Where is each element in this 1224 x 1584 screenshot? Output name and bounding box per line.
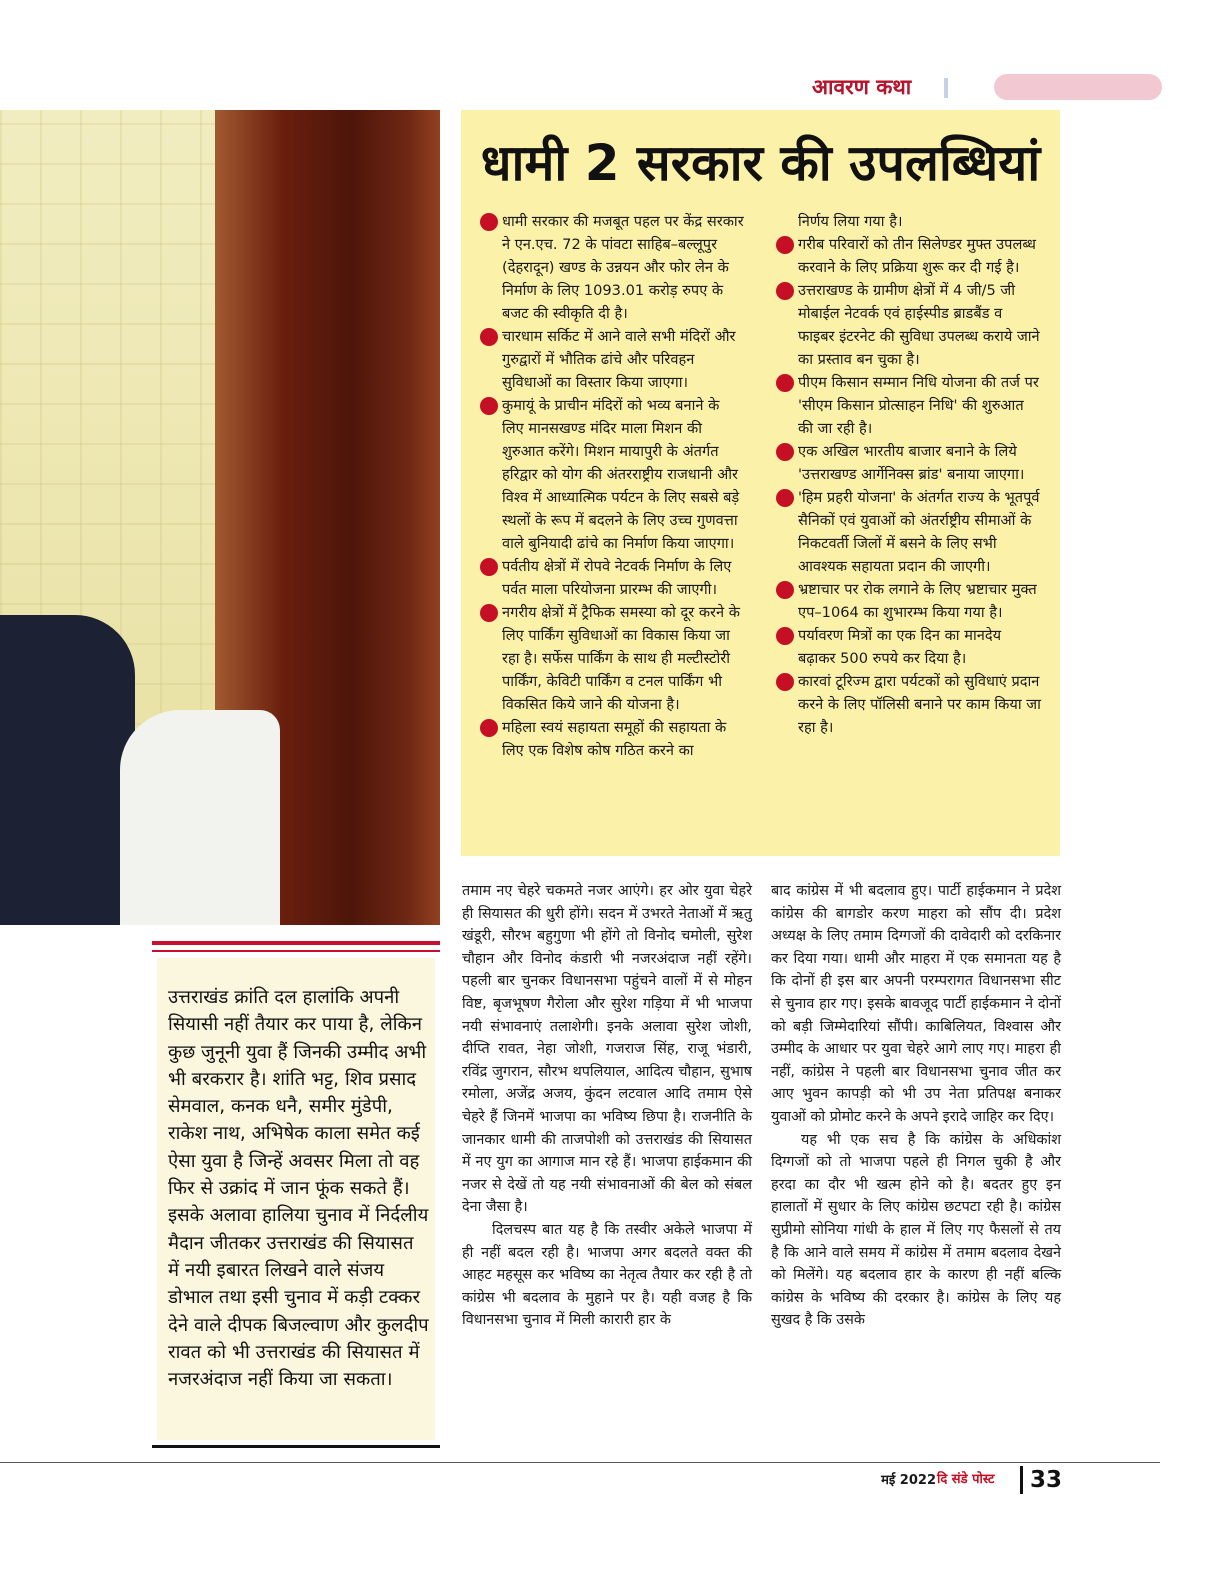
achievements-title: धामी 2 सरकार की उपलब्धियां [480, 134, 1041, 192]
achievement-item [776, 486, 1041, 578]
achievement-item [776, 371, 1041, 440]
achievement-item [776, 279, 1041, 371]
achievement-item [480, 394, 745, 555]
bullet-dot-icon [776, 581, 794, 599]
achievement-item [776, 233, 1041, 279]
achievement-text: नगरीय क्षेत्रों में ट्रैफिक समस्या को दूर करने के लिए पार्किंग सुविधाओं का विकास किया जा रहा है। सर्फेस पार्किंग के साथ ही मल्टीस्टोरी पार्किंग, केविटी पार्किंग व टनल पार्किंग भी विकसित किये जाने की योजना है। [502, 604, 740, 713]
section-pill-decoration [994, 74, 1162, 100]
body-paragraph: यह भी एक सच है कि कांग्रेस के अधिकांश दिग्गजों को तो भाजपा पहले ही निगल चुकी है और हरदा का दौर भी खत्म होने को है। बदतर हुए इन हालातों में सुधार के लिए कांग्रेस छटपटा रही है। कांग्रेस सुप्रीमो सोनिया गांधी के हाल में लिए गए फैसलों से तय है कि आने वाले समय में कांग्रेस में तमाम बदलाव देखने को मिलेंगे। यह बदलाव हार के कारण ही नहीं बल्कि कांग्रेस के भविष्य की दरकार है। कांग्रेस के लिए यह सुखद है कि उसके [771, 1131, 1061, 1329]
achievement-item [776, 578, 1041, 624]
photo-white-shirt [120, 710, 280, 925]
achievement-item [480, 325, 745, 394]
achievement-item [480, 716, 745, 762]
bullet-dot-icon [776, 673, 794, 691]
cover-photo [0, 110, 440, 925]
bullet-dot-icon [480, 213, 498, 231]
footer-separator [1020, 1466, 1023, 1494]
achievement-item [776, 624, 1041, 670]
bullet-dot-icon [776, 489, 794, 507]
quote-top-rule-thin [152, 950, 440, 952]
bullet-dot-icon [480, 604, 498, 622]
achievement-item [776, 440, 1041, 486]
body-paragraph: तमाम नए चेहरे चकमते नजर आएंगे। हर ओर युवा चेहरे ही सियासत की धुरी होंगे। सदन में उभरते नेताओं में ऋतु खंडूरी, सौरभ बहुगुणा भी होंगे तो विनोद चमोली, सुरेश चौहान और विनोद कंडारी भी नजरअंदाज नहीं रहेंगे। पहली बार चुनकर विधानसभा पहुंचने वालों में से मोहन विष्ट, बृजभूषण गैरोला और सुरेश गड़िया में भी भाजपा नयी संभावनाएं तलाशेगी। इनके अलावा सुरेश जोशी, दीप्ति रावत, नेहा जोशी, गजराज सिंह, राजू भंडारी, रविंद्र जुगरान, सौरभ थपलियाल, आदित्य चौहान, सुभाष रमोला, अजेंद्र अजय, कुंदन लटवाल आदि तमाम ऐसे चेहरे हैं जिनमें भाजपा का भविष्य छिपा है। राजनीति के जानकार धामी की ताजपोशी को उत्तराखंड की सियासत में नए युग का आगाज मान रहे हैं। भाजपा हाईकमान की नजर से देखें तो यह नयी संभावनाओं की बेल को संबल देना जैसा है। [462, 883, 752, 1216]
achievement-item [776, 210, 1041, 233]
achievement-text: कुमायूं के प्राचीन मंदिरों को भव्य बनाने के लिए मानसखण्ड मंदिर माला मिशन की शुरुआत करेंगे। मिशन मायापुरी के अंतर्गत हरिद्वार को योग की अंतरराष्ट्रीय राजधानी और विश्व में आध्यात्मिक पर्यटन के लिए सबसे बड़े स्थलों के रूप में बदलने के लिए उच्च गुणवत्ता वाले बुनियादी ढांचे का निर्माण किया जाएगा। [502, 397, 740, 552]
achievement-text: पर्वतीय क्षेत्रों में रोपवे नेटवर्क निर्माण के लिए पर्वत माला परियोजना प्रारम्भ की जाएगी। [502, 558, 732, 598]
achievement-text: उत्तराखण्ड के ग्रामीण क्षेत्रों में 4 जी/5 जी मोबाईल नेटवर्क एवं हाईस्पीड ब्राडबैंड व फाइबर इंटरनेट की सुविधा उपलब्ध कराये जाने का प्रस्ताव बन चुका है। [798, 282, 1040, 368]
quote-text: उत्तराखंड क्रांति दल हालांकि अपनी सियासी नहीं तैयार कर पाया है, लेकिन कुछ जुनूनी युवा हैं जिनकी उम्मीद अभी भी बरकरार है। शांति भट्ट, शिव प्रसाद सेमवाल, कनक धनै, समीर मुंडेपी, राकेश नाथ, अभिषेक काला समेत कई ऐसा युवा है जिन्हें अवसर मिला तो वह फिर से उक्रांद में जान फूंक सकते हैं। इसके अलावा हालिया चुनाव में निर्दलीय मैदान जीतकर उत्तराखंड की सियासत में नयी इबारत लिखने वाले संजय डोभाल तथा इसी चुनाव में कड़ी टक्कर देने वाले दीपक बिजल्वाण और कुलदीप रावत को भी उत्तराखंड की सियासत में नजरअंदाज नहीं किया जा सकता। [168, 987, 429, 1391]
footer-brand-logo: दि संडे पोस्ट [937, 1472, 995, 1487]
body-column-2 [771, 880, 1061, 1332]
achievement-text: 'हिम प्रहरी योजना' के अंतर्गत राज्य के भूतपूर्व सैनिकों एवं युवाओं को अंतर्राष्ट्रीय सीमाओं के निकटवर्ती जिलों में बसने के लिए सभी आवश्यक सहायता प्रदान की जाएगी। [798, 489, 1040, 575]
quote-bottom-rule [152, 1445, 440, 1448]
bullet-dot-icon [480, 397, 498, 415]
body-column-1 [462, 880, 752, 1332]
section-label: आवरण कथा [812, 75, 912, 99]
achievement-text: पीएम किसान सम्मान निधि योजना की तर्ज पर 'सीएम किसान प्रोत्साहन निधि' की शुरुआत की जा रही है। [798, 374, 1039, 437]
body-paragraph: बाद कांग्रेस में भी बदलाव हुए। पार्टी हाईकमान ने प्रदेश कांग्रेस की बागडोर करण माहरा को सौंप दी। प्रदेश अध्यक्ष के लिए तमाम दिग्गजों की दावेदारी को दरकिनार कर दिया गया। धामी और माहरा में एक समानता यह है कि दोनों ही इस बार अपनी परम्परागत विधानसभा सीट से चुनाव हार गए। इसके बावजूद पार्टी हाईकमान ने दोनों को बड़ी जिम्मेदारियां सौंपी। काबिलियत, विश्वास और उम्मीद के आधार पर युवा चेहरे आगे लाए गए। माहरा ही नहीं, कांग्रेस ने पहली बार विधानसभा चुनाव जीत कर आए भुवन कापड़ी को भी उप नेता प्रतिपक्ष बनाकर युवाओं को प्रोमोट करने के अपने इरादे जाहिर कर दिए। [771, 883, 1061, 1125]
achievement-item [480, 555, 745, 601]
achievements-column-1 [480, 210, 745, 762]
bullet-dot-icon [776, 282, 794, 300]
page-number: 33 [1030, 1467, 1063, 1493]
achievement-text: पर्यावरण मित्रों का एक दिन का मानदेय बढ़ाकर 500 रुपये कर दिया है। [798, 627, 1002, 667]
section-divider [944, 78, 948, 98]
photo-dark-coat [0, 615, 135, 925]
achievements-column-2 [776, 210, 1041, 739]
bullet-dot-icon [776, 236, 794, 254]
achievement-text: भ्रष्टाचार पर रोक लगाने के लिए भ्रष्टाचार मुक्त एप–1064 का शुभारम्भ किया गया है। [798, 581, 1037, 621]
achievement-text: कारवां टूरिज्म द्वारा पर्यटकों को सुविधाएं प्रदान करने के लिए पॉलिसी बनाने पर काम किया जा रहा है। [798, 673, 1041, 736]
bullet-dot-icon [480, 719, 498, 737]
footer-date: मई 2022 [881, 1473, 936, 1488]
bullet-dot-icon [776, 374, 794, 392]
achievement-text: धामी सरकार की मजबूत पहल पर केंद्र सरकार ने एन.एच. 72 के पांवटा साहिब–बल्लूपुर (देहरादून) खण्ड के उन्नयन और फोर लेन के निर्माण के लिए 1093.01 करोड़ रुपए के बजट की स्वीकृति दी है। [502, 213, 744, 322]
bullet-dot-icon [776, 443, 794, 461]
bullet-dot-icon [776, 627, 794, 645]
achievement-text: महिला स्वयं सहायता समूहों की सहायता के लिए एक विशेष कोष गठित करने का [502, 719, 727, 759]
achievement-text: गरीब परिवारों को तीन सिलेण्डर मुफ्त उपलब्ध करवाने के लिए प्रक्रिया शुरू कर दी गई है। [798, 236, 1036, 276]
footer-rule [0, 1462, 1160, 1463]
achievement-text: निर्णय लिया गया है। [798, 213, 903, 230]
bullet-dot-icon [480, 558, 498, 576]
achievement-item [776, 670, 1041, 739]
quote-top-rule [152, 941, 440, 945]
achievement-item [480, 210, 745, 325]
achievement-item [480, 601, 745, 716]
achievement-text: चारधाम सर्किट में आने वाले सभी मंदिरों और गुरुद्वारों में भौतिक ढांचे और परिवहन सुविधाओं का विस्तार किया जाएगा। [502, 328, 736, 391]
achievement-text: एक अखिल भारतीय बाजार बनाने के लिये 'उत्तराखण्ड आर्गेनिक्स ब्रांड' बनाया जाएगा। [798, 443, 1025, 483]
bullet-dot-icon [480, 328, 498, 346]
body-paragraph: दिलचस्प बात यह है कि तस्वीर अकेले भाजपा में ही नहीं बदल रही है। भाजपा अगर बदलते वक्त की आहट महसूस कर भविष्य का नेतृत्व तैयार कर रही है तो कांग्रेस भी बदलाव के मुहाने पर है। यही वजह है कि विधानसभा चुनाव में मिली कारारी हार के [462, 1221, 752, 1329]
